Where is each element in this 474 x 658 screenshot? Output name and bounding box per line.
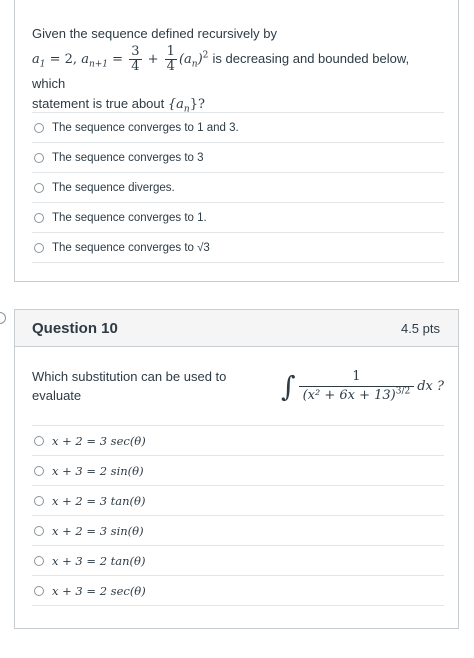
plus-sign: +	[143, 52, 163, 67]
an-term-exponent: 2	[202, 50, 209, 61]
radio-button[interactable]	[34, 466, 44, 476]
an-term: (a	[178, 52, 192, 67]
question-10-prompt: Which substitution can be used to evaluate	[32, 369, 227, 403]
answer-label: x + 2 = 3 sin(θ)	[52, 523, 144, 538]
answer-option[interactable]	[32, 142, 444, 172]
answer-label: x + 3 = 2 tan(θ)	[52, 553, 146, 568]
fraction-three-quarters	[129, 45, 141, 74]
a1-symbol: a	[32, 52, 40, 67]
answer-option[interactable]	[32, 485, 444, 515]
answer-label: x + 3 = 2 sin(θ)	[52, 463, 144, 478]
answer-label: x + 3 = 2 sec(θ)	[52, 583, 146, 598]
answer-option[interactable]	[32, 232, 444, 263]
integral-denominator	[299, 387, 415, 405]
radio-button[interactable]	[34, 496, 44, 506]
answer-label: The sequence converges to 1.	[52, 211, 207, 224]
sequence-symbol	[167, 97, 205, 115]
integral-sign: ∫	[281, 369, 296, 403]
answer-label: The sequence converges to 1 and 3.	[52, 121, 239, 134]
answer-label: x + 2 = 3 tan(θ)	[52, 493, 146, 508]
integral-denominator-base: (x² + 6x + 13)	[302, 387, 396, 403]
question-10-text	[32, 367, 444, 405]
answer-label: The sequence diverges.	[52, 181, 175, 194]
equals-sign: =	[108, 52, 128, 67]
a1-value: = 2,	[45, 52, 82, 67]
answer-option[interactable]	[32, 545, 444, 575]
fraction-2-numerator: 1	[166, 44, 175, 59]
radio-button[interactable]	[34, 183, 44, 193]
fraction-1-numerator: 3	[131, 44, 140, 59]
an1-symbol: a	[81, 52, 89, 67]
a1-subscript: 1	[39, 59, 46, 70]
question-10-answers	[32, 425, 444, 606]
radio-button[interactable]	[34, 123, 44, 133]
integral-dx: dx ?	[417, 378, 444, 394]
question-9-line-1: Given the sequence defined recursively by	[32, 26, 277, 41]
answer-label: The sequence converges to 3	[52, 151, 204, 164]
integral-fraction	[299, 368, 415, 405]
answer-option[interactable]	[32, 172, 444, 202]
answer-option[interactable]	[32, 202, 444, 232]
answer-label: x + 2 = 3 sec(θ)	[52, 433, 146, 448]
answer-option[interactable]	[32, 425, 444, 455]
question-10-title: Question 10	[32, 320, 118, 337]
radio-button[interactable]	[34, 153, 44, 163]
radio-button[interactable]	[34, 526, 44, 536]
question-9-line-3	[32, 94, 444, 114]
radio-button[interactable]	[34, 556, 44, 566]
question-10-points: 4.5 pts	[400, 321, 440, 336]
flag-question-icon[interactable]	[0, 312, 6, 324]
question-9-answers	[32, 112, 444, 263]
sequence-open: {a	[167, 97, 184, 112]
integral-expression	[281, 368, 444, 405]
answer-label: The sequence converges to √3	[52, 241, 210, 254]
answer-option[interactable]	[32, 112, 444, 142]
question-10-card	[14, 309, 459, 629]
an1-subscript: n+1	[88, 59, 109, 70]
radio-button[interactable]	[34, 213, 44, 223]
sequence-close: }?	[189, 97, 205, 112]
radio-button[interactable]	[34, 586, 44, 596]
answer-option[interactable]	[32, 455, 444, 485]
question-9-text	[32, 24, 444, 114]
integral-denominator-exponent: 3/2	[395, 386, 411, 397]
radio-button[interactable]	[34, 436, 44, 446]
fraction-2-denominator: 4	[166, 59, 175, 74]
fraction-one-quarter	[165, 45, 177, 74]
question-9-line-2	[32, 45, 444, 93]
question-9-line-2-tail: is decreasing and bounded below, which	[32, 51, 410, 91]
integral-numerator: 1	[299, 368, 415, 387]
sequence-subscript: n	[183, 104, 190, 115]
answer-option[interactable]	[32, 575, 444, 606]
question-10-header	[15, 310, 458, 347]
question-9-card	[14, 0, 459, 282]
an-term-subscript: n	[191, 59, 198, 70]
question-9-line-3-text: statement is true about	[32, 96, 168, 111]
an-term-close: )	[197, 52, 203, 67]
answer-option[interactable]	[32, 515, 444, 545]
radio-button[interactable]	[34, 243, 44, 253]
fraction-1-denominator: 4	[131, 59, 140, 74]
recurrence-formula	[32, 44, 213, 74]
